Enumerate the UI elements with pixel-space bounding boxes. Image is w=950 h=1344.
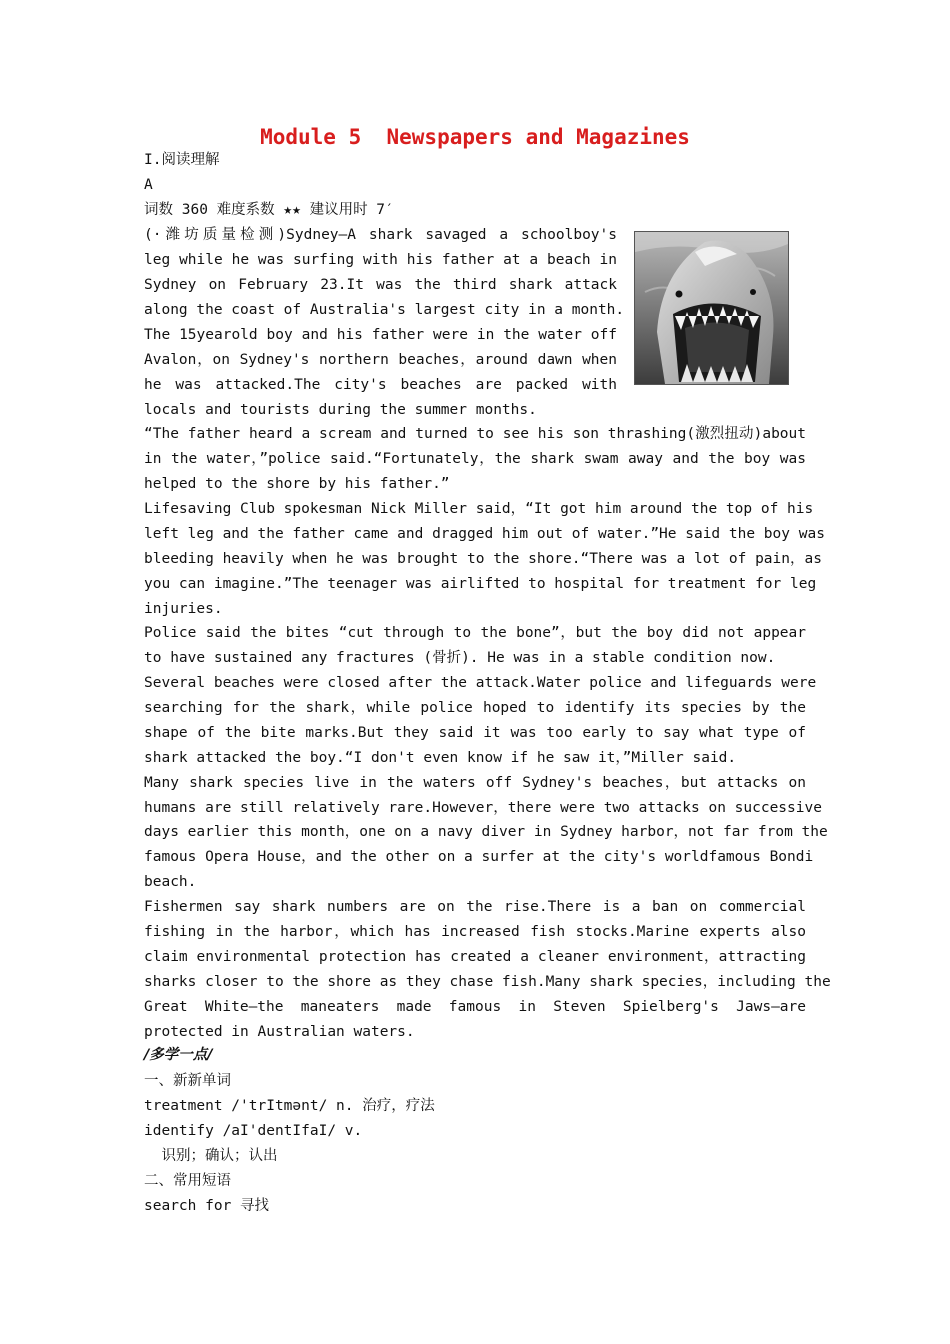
page-title: Module 5 Newspapers and Magazines: [260, 125, 690, 149]
passage-line: shape of the bite marks.But they said it was too early to say what type of: [144, 725, 806, 741]
passage-line: beach.: [144, 874, 197, 890]
passage-line: fishing in the harbor，which has increased fish stocks.Marine experts also: [144, 924, 806, 940]
vocab-entry-meaning: 识别；确认；认出: [144, 1148, 278, 1164]
passage-line: claim environmental protection has created a cleaner environment，attracting: [144, 949, 806, 965]
passage-line: to have sustained any fractures (骨折). He was in a stable condition now.: [144, 650, 776, 666]
passage-line: searching for the shark，while police hoped to identify its species by the: [144, 700, 806, 716]
passage-line: shark attacked the boy.“I don't even know if he saw it，”Miller said.: [144, 750, 737, 766]
passage-line: famous Opera House，and the other on a surfer at the city's worldfamous Bondi: [144, 849, 814, 865]
passage-line: The 15yearold boy and his father were in the water off: [144, 327, 617, 343]
passage-line: Police said the bites “cut through to the bone”，but the boy did not appear: [144, 625, 806, 641]
passage-line: left leg and the father came and dragged him out of water.”He said the boy was: [144, 526, 825, 542]
shark-photo: [634, 231, 789, 385]
vocab-heading: 一、新新单词: [144, 1073, 231, 1089]
passage-line: days earlier this month，one on a navy diver in Sydney harbor，not far from the: [144, 824, 828, 840]
passage-line: locals and tourists during the summer months.: [144, 402, 537, 418]
passage-line: humans are still relatively rare.However，there were two attacks on successive: [144, 800, 822, 816]
vocab-entry: identify /aI'dentIfaI/ v.: [144, 1123, 363, 1139]
passage-line: along the coast of Australia's largest city in a month.: [144, 302, 625, 318]
passage-line: Great White—the maneaters made famous in Steven Spielberg's Jaws—are: [144, 999, 806, 1015]
passage-line: he was attacked.The city's beaches are packed with: [144, 377, 617, 393]
passage-line: in the water，”police said.“Fortunately，the shark swam away and the boy was: [144, 451, 806, 467]
passage-line: Avalon，on Sydney's northern beaches，around dawn when: [144, 352, 617, 368]
passage-line: you can imagine.”The teenager was airlifted to hospital for treatment for leg: [144, 576, 817, 592]
passage-line: bleeding heavily when he was brought to the shore.“There was a lot of pain，as: [144, 551, 822, 567]
passage-line: injuries.: [144, 601, 223, 617]
section-heading-reading: I.阅读理解: [144, 152, 220, 168]
passage-line: Many shark species live in the waters off Sydney's beaches，but attacks on: [144, 775, 806, 791]
passage-line: (·潍坊质量检测)Sydney—A shark savaged a schoolboy's: [144, 227, 617, 243]
phrase-heading: 二、常用短语: [144, 1173, 231, 1189]
passage-line: helped to the shore by his father.”: [144, 476, 450, 492]
phrase-entry: search for 寻找: [144, 1198, 270, 1214]
extra-learning-tag: /多学一点/: [144, 1047, 213, 1063]
shark-illustration: [635, 232, 788, 384]
passage-line: leg while he was surfing with his father at a beach in: [144, 252, 617, 268]
passage-line: Lifesaving Club spokesman Nick Miller said，“It got him around the top of his: [144, 501, 814, 517]
vocab-entry: treatment /'trItmənt/ n. 治疗，疗法: [144, 1098, 435, 1114]
passage-line: Sydney on February 23.It was the third shark attack: [144, 277, 617, 293]
passage-line: Fishermen say shark numbers are on the rise.There is a ban on commercial: [144, 899, 806, 915]
passage-line: sharks closer to the shore as they chase fish.Many shark species，including the: [144, 974, 831, 990]
passage-label: A: [144, 177, 153, 193]
passage-line: protected in Australian waters.: [144, 1024, 415, 1040]
passage-line: “The father heard a scream and turned to see his son thrashing(激烈扭动)about: [144, 426, 806, 442]
passage-stats: 词数 360 难度系数 ★★ 建议用时 7′: [144, 202, 394, 218]
passage-line: Several beaches were closed after the attack.Water police and lifeguards were: [144, 675, 817, 691]
